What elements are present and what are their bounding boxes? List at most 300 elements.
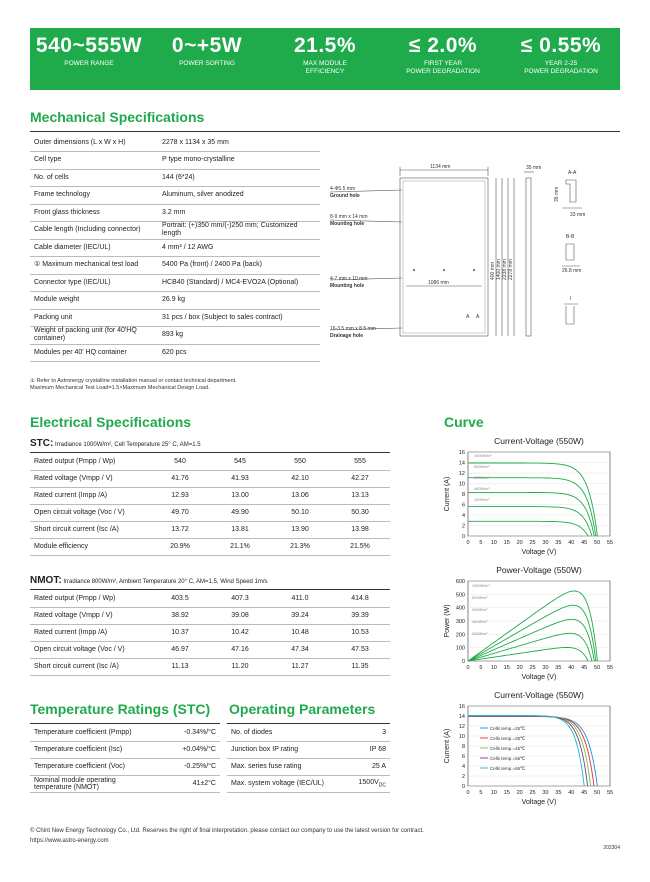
mounting-hole-1-size: 8-9 mm x 14 mm: [330, 214, 368, 220]
spec-value: 13.06: [270, 487, 330, 504]
table-row: [30, 607, 390, 624]
y-tick-label: 200: [455, 632, 465, 639]
spec-label: Temperature coefficient (Voc): [30, 758, 150, 775]
dim-2238: 2238 mm: [502, 259, 508, 280]
spec-value-text: 3: [382, 728, 386, 736]
spec-label: Module efficiency: [30, 538, 150, 555]
dim-35: 35 mm: [554, 186, 560, 202]
y-axis-label: Power (W): [444, 604, 451, 638]
spec-value-text: 893 kg: [162, 331, 184, 339]
spec-value: 11.13: [150, 658, 210, 675]
dim-400: 400 mm: [490, 261, 496, 280]
spec-value: 39.39: [330, 607, 390, 624]
spec-value: 49.90: [210, 504, 270, 521]
stc-label: STC:: [30, 438, 54, 449]
x-tick-label: 40: [568, 665, 575, 671]
table-row: [30, 134, 320, 152]
spec-label: Cell type: [30, 152, 158, 170]
spec-value: [150, 741, 220, 758]
legend-entry: 600W/m²: [472, 608, 488, 612]
dim-1400: 1400 mm: [496, 259, 502, 280]
series-line: [468, 648, 588, 662]
series-line: [468, 633, 592, 661]
stc-table: [30, 453, 390, 556]
spec-value: [339, 758, 390, 775]
mounting-hole-2-label: Mounting hole: [330, 283, 365, 289]
spec-label: Max. series fuse rating: [227, 758, 339, 775]
spec-value-text: P type mono-crystalline: [162, 156, 235, 164]
banner-value: ≤ 0.55%: [520, 34, 602, 57]
spec-value-text: Aluminum, silver anodized: [162, 191, 244, 199]
note-line-1: ① Refer to Astronergy crystalline installation manual or contact technical department.: [30, 378, 237, 384]
banner-caption: MAX MODULE EFFICIENCY: [303, 60, 347, 75]
spec-value-text: -0.25%/°C: [184, 763, 216, 770]
spec-value: 10.37: [150, 624, 210, 641]
spec-value: 545: [210, 453, 270, 470]
dim-thickness: 35 mm: [526, 165, 542, 171]
table-row: [30, 453, 390, 470]
spec-value: 47.34: [270, 641, 330, 658]
spec-value: 47.53: [330, 641, 390, 658]
spec-value: 21.1%: [210, 538, 270, 555]
y-tick-label: 6: [461, 754, 465, 760]
mounting-hole-2-size: 4-7 mm x 10 mm: [330, 276, 368, 282]
spec-value: [339, 724, 390, 741]
spec-label: Short circuit current (Isc /A): [30, 658, 150, 675]
spec-value: 11.27: [270, 658, 330, 675]
spec-value: 414.8: [330, 590, 390, 607]
spec-label: ① Maximum mechanical test load: [30, 257, 158, 275]
y-tick-label: 2: [461, 774, 465, 780]
table-row: [30, 741, 220, 758]
spec-label: Connector type (IEC/UL): [30, 274, 158, 292]
table-row: [30, 724, 220, 741]
spec-value: 10.53: [330, 624, 390, 641]
banner-item: [502, 28, 620, 90]
spec-label: Cable diameter (IEC/UL): [30, 239, 158, 257]
banner-item: [30, 28, 148, 90]
x-axis-label: Voltage (V): [521, 549, 557, 556]
dim-26: 26.8 mm: [562, 268, 582, 274]
x-tick-label: 25: [529, 790, 536, 796]
spec-value: 39.08: [210, 607, 270, 624]
table-row: [30, 309, 320, 327]
x-tick-label: 30: [542, 790, 549, 796]
spec-label: Max. system voltage (IEC/UL): [227, 775, 339, 792]
table-row: [30, 470, 390, 487]
spec-value: 13.81: [210, 521, 270, 538]
table-row: [30, 590, 390, 607]
banner-item: [148, 28, 266, 90]
banner-item: [266, 28, 384, 90]
spec-label: Module weight: [30, 292, 158, 310]
pv-irradiance-chart: [440, 563, 620, 687]
spec-label: Modules per 40' HQ container: [30, 344, 158, 362]
spec-label: Rated voltage (Vmpp / V): [30, 470, 150, 487]
y-tick-label: 100: [455, 645, 465, 652]
dim-33: 33 mm: [570, 212, 586, 218]
series-line: [468, 521, 588, 536]
banner-caption: YEAR 2-25 POWER DEGRADATION: [524, 60, 598, 75]
spec-value: 21.5%: [330, 538, 390, 555]
operating-title: Operating Parameters: [229, 701, 376, 717]
banner-item: [384, 28, 502, 90]
x-tick-label: 55: [606, 790, 614, 796]
x-tick-label: 55: [606, 540, 614, 546]
spec-label: Junction box IP rating: [227, 741, 339, 758]
table-row: [30, 624, 390, 641]
y-axis-label: Current (A): [444, 476, 451, 512]
table-row: [30, 187, 320, 205]
dim-width: 1134 mm: [430, 164, 451, 170]
series-line: [468, 619, 594, 661]
spec-value: 13.00: [210, 487, 270, 504]
x-tick-label: 5: [479, 790, 483, 796]
spec-label: Cable length (Including connector): [30, 222, 158, 240]
spec-value: 407.3: [210, 590, 270, 607]
legend-entry: 800W/m²: [474, 465, 490, 469]
iv-irradiance-chart: [440, 434, 620, 562]
x-tick-label: 20: [516, 540, 523, 546]
x-tick-label: 15: [503, 665, 510, 671]
legend-entry: 600W/m²: [474, 476, 490, 480]
spec-label: Temperature coefficient (Pmpp): [30, 724, 150, 741]
chart-title: Current-Voltage (550W): [494, 436, 584, 446]
legend-entry: 1000W/m²: [472, 584, 490, 588]
spec-label: Rated voltage (Vmpp / V): [30, 607, 150, 624]
spec-value: [150, 775, 220, 792]
x-tick-label: 30: [542, 540, 549, 546]
y-tick-label: 14: [458, 460, 465, 467]
table-row: [30, 775, 220, 792]
spec-value: 13.90: [270, 521, 330, 538]
x-tick-label: 0: [466, 540, 470, 546]
spec-value: [158, 344, 320, 362]
banner-caption: POWER RANGE: [64, 60, 114, 67]
spec-value: 46.97: [150, 641, 210, 658]
document-code: 202304: [603, 845, 620, 851]
table-row: [30, 169, 320, 187]
spec-value-text: 144 (6*24): [162, 173, 195, 181]
table-row: [30, 758, 220, 775]
x-tick-label: 40: [568, 540, 575, 546]
table-row: [30, 521, 390, 538]
spec-label: Short circuit current (Isc /A): [30, 521, 150, 538]
spec-value: [158, 239, 320, 257]
x-tick-label: 45: [581, 790, 588, 796]
spec-value: 21.3%: [270, 538, 330, 555]
x-tick-label: 45: [581, 540, 588, 546]
y-tick-label: 0: [461, 659, 465, 665]
spec-value: 540: [150, 453, 210, 470]
spec-value-text: 31 pcs / box (Subject to sales contract): [162, 313, 283, 321]
drainage-hole-label: Drainage hole: [330, 333, 364, 339]
spec-label: No. of cells: [30, 169, 158, 187]
website-link[interactable]: https://www.astro-energy.com: [30, 838, 109, 844]
x-tick-label: 10: [490, 665, 497, 671]
banner-value: 540~555W: [35, 34, 143, 57]
stc-header: [30, 438, 201, 449]
legend-entry: 400W/m²: [472, 620, 488, 624]
y-tick-label: 0: [461, 534, 465, 540]
y-axis-label: Current (A): [444, 728, 451, 764]
spec-value: [150, 724, 220, 741]
spec-value: 47.16: [210, 641, 270, 658]
spec-value: [339, 741, 390, 758]
x-tick-label: 0: [466, 790, 470, 796]
table-row: [30, 658, 390, 675]
detail-i-label: I: [570, 296, 572, 302]
banner-value: 0~+5W: [171, 34, 243, 57]
spec-value: [158, 309, 320, 327]
legend-entry: Cells temp.=45℃: [490, 746, 526, 751]
spec-value: 13.13: [330, 487, 390, 504]
spec-label: Outer dimensions (L x W x H): [30, 134, 158, 152]
legend-entry: Cells temp.=65℃: [490, 766, 526, 771]
spec-value-text: 2278 x 1134 x 35 mm: [162, 138, 229, 146]
table-row: [30, 274, 320, 292]
spec-value: 41.76: [150, 470, 210, 487]
y-tick-label: 16: [458, 704, 465, 710]
spec-value: 11.35: [330, 658, 390, 675]
spec-value: 42.10: [270, 470, 330, 487]
spec-label: No. of diodes: [227, 724, 339, 741]
spec-value-text: 26.9 kg: [162, 296, 185, 304]
spec-value-text: 25 A: [371, 763, 386, 770]
banner-value: ≤ 2.0%: [408, 34, 478, 57]
y-tick-label: 8: [461, 744, 465, 750]
table-row: [30, 641, 390, 658]
x-tick-label: 35: [555, 665, 562, 671]
spec-value: 13.72: [150, 521, 210, 538]
y-tick-label: 10: [458, 734, 465, 740]
spec-value-text: IP 68: [369, 746, 386, 753]
key-figures-banner: [30, 28, 620, 90]
mounting-hole-1-label: Mounting hole: [330, 221, 365, 227]
mechanical-table: [30, 134, 320, 362]
y-tick-label: 4: [461, 764, 465, 770]
iv-temperature-chart: [440, 688, 620, 812]
spec-value: [158, 257, 320, 275]
table-row: [227, 724, 390, 741]
legend-entry: Cells temp.=35℃: [490, 736, 526, 741]
legend-entry: 800W/m²: [472, 596, 488, 600]
spec-value: 555: [330, 453, 390, 470]
spec-value: 20.9%: [150, 538, 210, 555]
spec-label: Frame technology: [30, 187, 158, 205]
x-tick-label: 25: [529, 665, 536, 671]
x-tick-label: 50: [594, 790, 601, 796]
banner-caption: POWER SORTING: [179, 60, 235, 67]
spec-value: [150, 758, 220, 775]
spec-value: [158, 169, 320, 187]
spec-value-text: Portrait: (+)350 mm/(-)250 mm; Customized length: [162, 222, 298, 238]
legend-entry: Cells temp.=55℃: [490, 756, 526, 761]
y-tick-label: 14: [458, 714, 465, 720]
y-tick-label: 8: [461, 492, 465, 498]
spec-value-text: HCB40 (Standard) / MC4-EVO2A (Optional): [162, 278, 299, 286]
spec-label: Rated output (Pmpp / Wp): [30, 453, 150, 470]
x-tick-label: 10: [490, 790, 497, 796]
spec-value: 39.24: [270, 607, 330, 624]
section-bb-label: B-B: [566, 234, 575, 240]
table-row: [30, 538, 390, 555]
spec-value-subscript: DC: [378, 782, 386, 789]
spec-value: [158, 204, 320, 222]
spec-value-text: 5400 Pa (front) / 2400 Pa (back): [162, 261, 262, 269]
table-row: [227, 758, 390, 775]
nmot-label: NMOT:: [30, 575, 62, 586]
table-row: [30, 204, 320, 222]
legend-entry: 1000W/m²: [474, 454, 492, 458]
x-tick-label: 0: [466, 665, 470, 671]
table-row: [30, 344, 320, 362]
spec-value: 12.93: [150, 487, 210, 504]
legend-entry: 400W/m²: [474, 487, 490, 491]
spec-value-text: -0.34%/°C: [184, 728, 216, 736]
spec-value: 42.27: [330, 470, 390, 487]
spec-value: 411.0: [270, 590, 330, 607]
table-row: [30, 327, 320, 345]
chart-title: Current-Voltage (550W): [494, 690, 584, 700]
table-row: [30, 292, 320, 310]
spec-value: 41.93: [210, 470, 270, 487]
y-tick-label: 4: [461, 513, 465, 519]
x-tick-label: 5: [479, 665, 483, 671]
y-tick-label: 300: [455, 619, 465, 625]
spec-value-text: +0.04%/°C: [182, 746, 216, 753]
ground-hole-size: 4-Φ5.5 mm: [330, 186, 356, 192]
x-tick-label: 20: [516, 665, 523, 671]
y-tick-label: 12: [458, 724, 465, 730]
spec-label: Packing unit: [30, 309, 158, 327]
mechanical-note: [30, 378, 237, 392]
spec-label: Open circuit voltage (Voc / V): [30, 641, 150, 658]
x-tick-label: 55: [606, 665, 614, 671]
spec-value-text: 3.2 mm: [162, 208, 186, 216]
spec-value-text: 1500V: [358, 778, 379, 786]
x-tick-label: 25: [529, 540, 536, 546]
stc-conditions: Irradiance 1000W/m², Cell Temperature 25° C, AM=1.5: [55, 442, 201, 448]
spec-value: 38.92: [150, 607, 210, 624]
banner-caption: FIRST YEAR POWER DEGRADATION: [406, 60, 480, 75]
spec-value: [158, 222, 320, 240]
y-tick-label: 10: [458, 481, 465, 488]
spec-value: 550: [270, 453, 330, 470]
y-tick-label: 12: [458, 471, 465, 477]
footer: [30, 826, 424, 846]
temperature-table: [30, 724, 220, 793]
spec-value: 10.42: [210, 624, 270, 641]
spec-label: Nominal module operating temperature (NMOT): [30, 775, 150, 792]
spec-label: Rated output (Pmpp / Wp): [30, 590, 150, 607]
spec-value: 50.30: [330, 504, 390, 521]
spec-value: [158, 274, 320, 292]
mechanical-divider: [30, 131, 620, 132]
table-row: [30, 504, 390, 521]
y-tick-label: 400: [455, 605, 465, 612]
x-tick-label: 35: [555, 540, 562, 546]
spec-value: [158, 292, 320, 310]
x-axis-label: Voltage (V): [521, 674, 557, 681]
legend-entry: 200W/m²: [474, 498, 490, 502]
x-tick-label: 50: [594, 540, 601, 546]
operating-table: [227, 724, 390, 793]
y-tick-label: 500: [455, 592, 465, 599]
note-line-2: Maximum Mechanical Test Load=1.5×Maximum Mechanical Design Load.: [30, 385, 210, 391]
dim-1086: 1086 mm: [428, 280, 449, 286]
x-tick-label: 35: [555, 790, 562, 796]
legend-entry: 200W/m²: [472, 632, 488, 636]
spec-label: Front glass thickness: [30, 204, 158, 222]
nmot-table: [30, 590, 390, 676]
y-tick-label: 2: [461, 523, 465, 530]
spec-value: 50.10: [270, 504, 330, 521]
spec-value-text: 4 mm² / 12 AWG: [162, 243, 214, 251]
spec-label: Open circuit voltage (Voc / V): [30, 504, 150, 521]
module-dimension-drawing: [330, 160, 620, 370]
ground-hole-label: Ground hole: [330, 193, 360, 199]
x-axis-label: Voltage (V): [521, 799, 557, 806]
drainage-hole-size: 16-3.5 mm x 8.5 mm: [330, 326, 376, 332]
y-tick-label: 600: [455, 579, 465, 585]
spec-value: [158, 187, 320, 205]
y-tick-label: 6: [461, 502, 465, 509]
spec-value: [158, 152, 320, 170]
spec-label: Weight of packing unit (for 40'HQ container): [30, 327, 158, 345]
table-row: [30, 222, 320, 240]
spec-value: [158, 134, 320, 152]
section-aa-label: A-A: [568, 170, 577, 176]
x-tick-label: 5: [479, 540, 483, 546]
electrical-title: Electrical Specifications: [30, 414, 192, 430]
spec-value-text: 41±2°C: [192, 780, 216, 787]
x-tick-label: 15: [503, 790, 510, 796]
copyright-text: © Chint New Energy Technology Co., Ltd. Reserves the right of final interpretation. please contact our company to use the latest version for contract.: [30, 828, 424, 834]
x-tick-label: 40: [568, 790, 575, 796]
table-row: [227, 775, 390, 792]
table-row: [30, 257, 320, 275]
curve-title: Curve: [444, 414, 484, 430]
mechanical-title: Mechanical Specifications: [30, 109, 205, 125]
spec-value: [158, 327, 320, 345]
table-row: [227, 741, 390, 758]
spec-value: 10.48: [270, 624, 330, 641]
section-a-marker: A: [476, 314, 480, 320]
table-row: [30, 239, 320, 257]
legend-entry: Cells temp.=25℃: [490, 726, 526, 731]
x-tick-label: 30: [542, 665, 549, 671]
series-line: [468, 716, 588, 786]
y-tick-label: 0: [461, 784, 465, 790]
nmot-conditions: Irradiance 800W/m², Ambient Temperature 20° C, AM=1.5, Wind Speed 1m/s: [63, 579, 268, 585]
section-a-marker: A: [466, 314, 470, 320]
spec-value: 403.5: [150, 590, 210, 607]
dim-2278: 2278 mm: [508, 259, 514, 280]
x-tick-label: 10: [490, 540, 497, 546]
spec-label: Rated current (Impp /A): [30, 624, 150, 641]
banner-value: 21.5%: [293, 34, 357, 57]
spec-value: 49.70: [150, 504, 210, 521]
nmot-header: [30, 575, 268, 586]
temperature-title: Temperature Ratings (STC): [30, 701, 211, 717]
spec-value-text: 620 pcs: [162, 348, 187, 356]
x-tick-label: 20: [516, 790, 523, 796]
chart-title: Power-Voltage (550W): [496, 565, 582, 575]
spec-label: Temperature coefficient (Isc): [30, 741, 150, 758]
x-tick-label: 15: [503, 540, 510, 546]
table-row: [30, 487, 390, 504]
